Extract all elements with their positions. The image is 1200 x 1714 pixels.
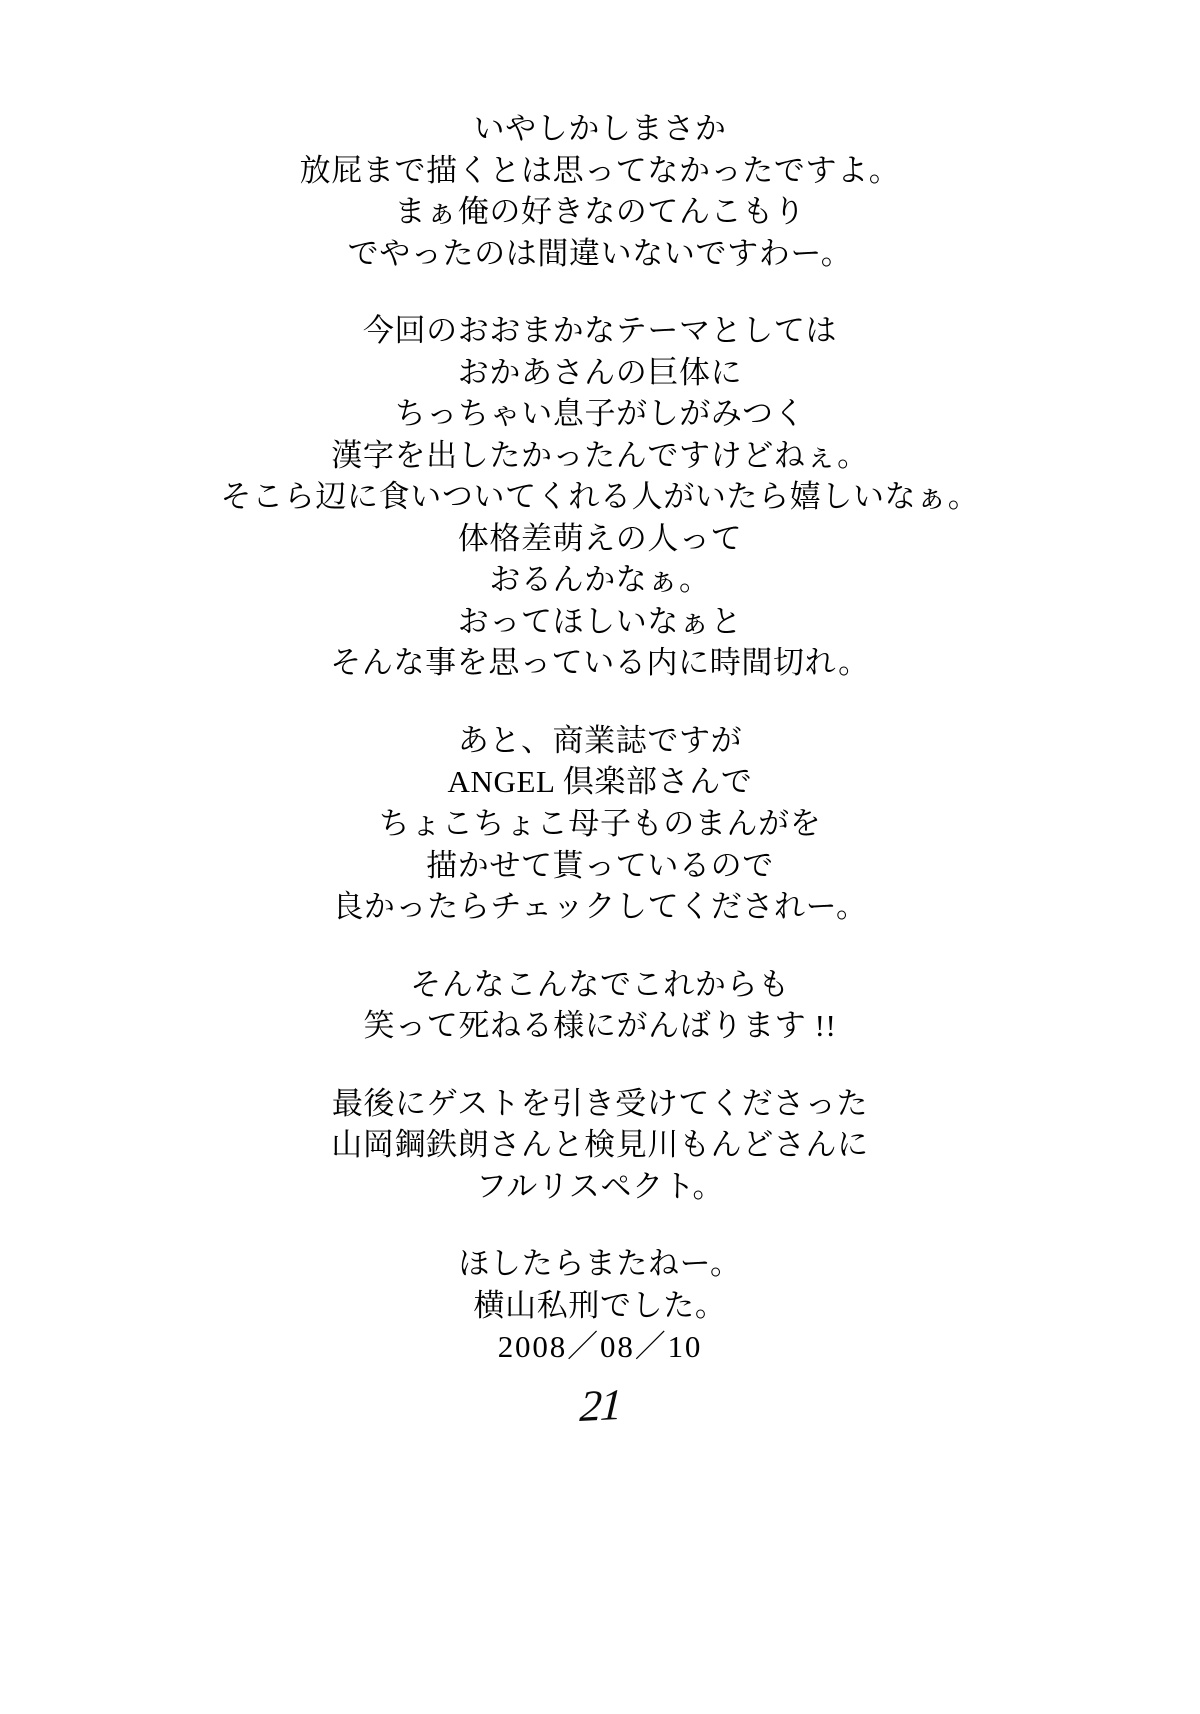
- author-signature: 横山私刑でした。: [473, 1287, 727, 1323]
- afterword-paragraph: [0, 720, 1200, 928]
- text-line: 漢字を出したかったんですけどねぇ。: [331, 437, 869, 473]
- text-line: 今回のおおまかなテーマとしては: [362, 313, 838, 349]
- text-line: おってほしいなぁと: [457, 603, 743, 639]
- text-line: おるんかなぁ。: [489, 562, 711, 598]
- text-line: 放屁まで描くとは思ってなかったですよ。: [299, 152, 901, 188]
- text-line: 山岡鋼鉄朗さんと検見川もんどさんに: [331, 1127, 869, 1163]
- text-line: 最後にゲストを引き受けてくださった: [331, 1085, 869, 1121]
- text-line: ほしたらまたねー。: [458, 1246, 742, 1282]
- page-number-value: 21: [578, 1379, 622, 1432]
- text-line: ちょこちょこ母子ものまんがを: [378, 805, 822, 841]
- text-line: 描かせて貰っているので: [426, 847, 774, 883]
- text-line: あと、商業誌ですが: [457, 722, 743, 758]
- page-number: [0, 1380, 1200, 1431]
- text-line: フルリスペクト。: [475, 1168, 725, 1204]
- afterword-paragraph: [0, 310, 1200, 684]
- text-line: 良かったらチェックしてくだされー。: [332, 889, 868, 925]
- text-line: そんな事を思っている内に時間切れ。: [330, 645, 870, 681]
- text-line: 笑って死ねる様にがんばります !!: [363, 1008, 837, 1044]
- text-line: ちっちゃい息子がしがみつく: [394, 396, 806, 432]
- text-line: でやったのは間違いないですわー。: [347, 235, 853, 271]
- text-line: ANGEL 倶楽部さんで: [447, 764, 753, 800]
- afterword-paragraph: [0, 1083, 1200, 1208]
- text-line: おかあさんの巨体に: [457, 354, 743, 390]
- text-line: そこら辺に食いついてくれる人がいたら嬉しいなぁ。: [220, 479, 980, 515]
- afterword-paragraph: [0, 108, 1200, 274]
- afterword-paragraph: [0, 964, 1200, 1047]
- text-line: まぁ俺の好きなのてんこもり: [394, 194, 806, 230]
- text-line: 体格差萌えの人って: [457, 520, 743, 556]
- text-line: いやしかしまさか: [473, 111, 727, 146]
- afterword-signature: [0, 1243, 1200, 1368]
- afterword-text: [0, 108, 1200, 1368]
- text-line: そんなこんなでこれからも: [410, 966, 790, 1002]
- date-line: 2008／08／10: [497, 1329, 703, 1365]
